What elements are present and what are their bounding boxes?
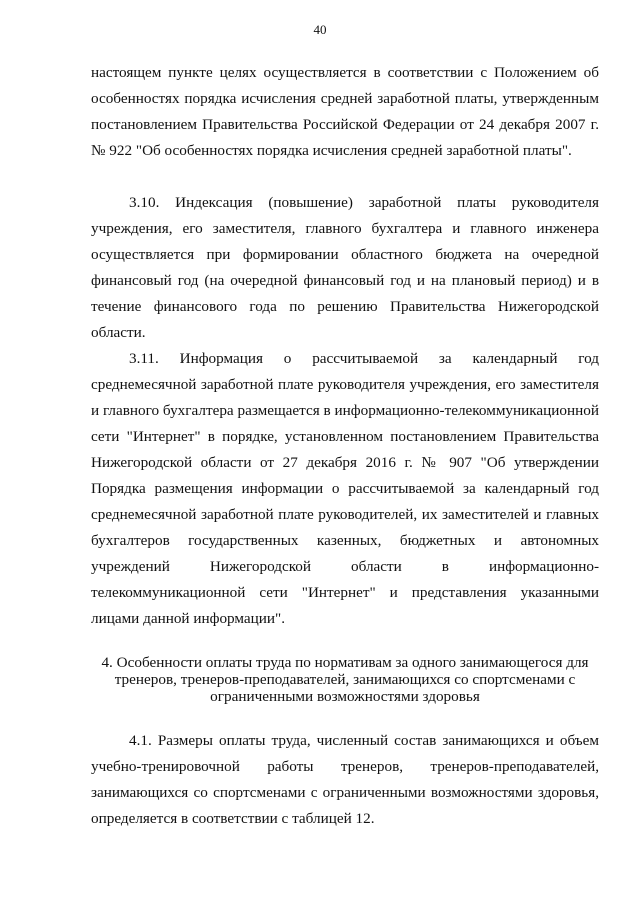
paragraph-3-10: 3.10. Индексация (повышение) заработной платы руководителя учреждения, его заместителя, главного бухгалтера и главного инженера осуществляется при формировании областного бюджета на очередной финансовый год (на очередной финансовый год и на плановый период) и в течение финансового года по решению Правительства Нижегородской области.	[91, 194, 599, 341]
paragraph-3-11: 3.11. Информация о рассчитываемой за календарный год среднемесячной заработной плате руководителя учреждения, его заместителя и главного бухгалтера размещается в информационно-телекоммуникационной сети "Интернет" в порядке, установленном постановлением Правительства Нижегородской области от 27 декабря 2016 г. № 907 "Об утверждении Порядка размещения информации о рассчитываемой за календарный год среднемесячной заработной плате руководителей, их заместителей и главных бухгалтеров государственных казенных, бюджетных и автономных учреждений Нижегородской области в информационно-телекоммуникационной сети "Интернет" и представления указанными лицами данной информации".	[91, 350, 599, 627]
paragraph-4-1: 4.1. Размеры оплаты труда, численный состав занимающихся и объем учебно-тренировочной работы тренеров, тренеров-преподавателей, занимающихся со спортсменами с ограниченными возможностями здоровья, определяется в соответствии с таблицей 12.	[91, 732, 599, 827]
page-number: 40	[313, 22, 327, 37]
section-heading: 4. Особенности оплаты труда по нормативам за одного занимающегося для тренеров, тренеров-преподавателей, занимающихся со спортсменами с ограниченными возможностями здоровья	[101, 654, 589, 705]
paragraph-continuation: настоящем пункте целях осуществляется в соответствии с Положением об особенностях порядка исчисления средней заработной платы, утвержденным постановлением Правительства Российской Федерации от 24 декабря 2007 г. № 922 "Об особенностях порядка исчисления средней заработной платы".	[91, 64, 599, 159]
